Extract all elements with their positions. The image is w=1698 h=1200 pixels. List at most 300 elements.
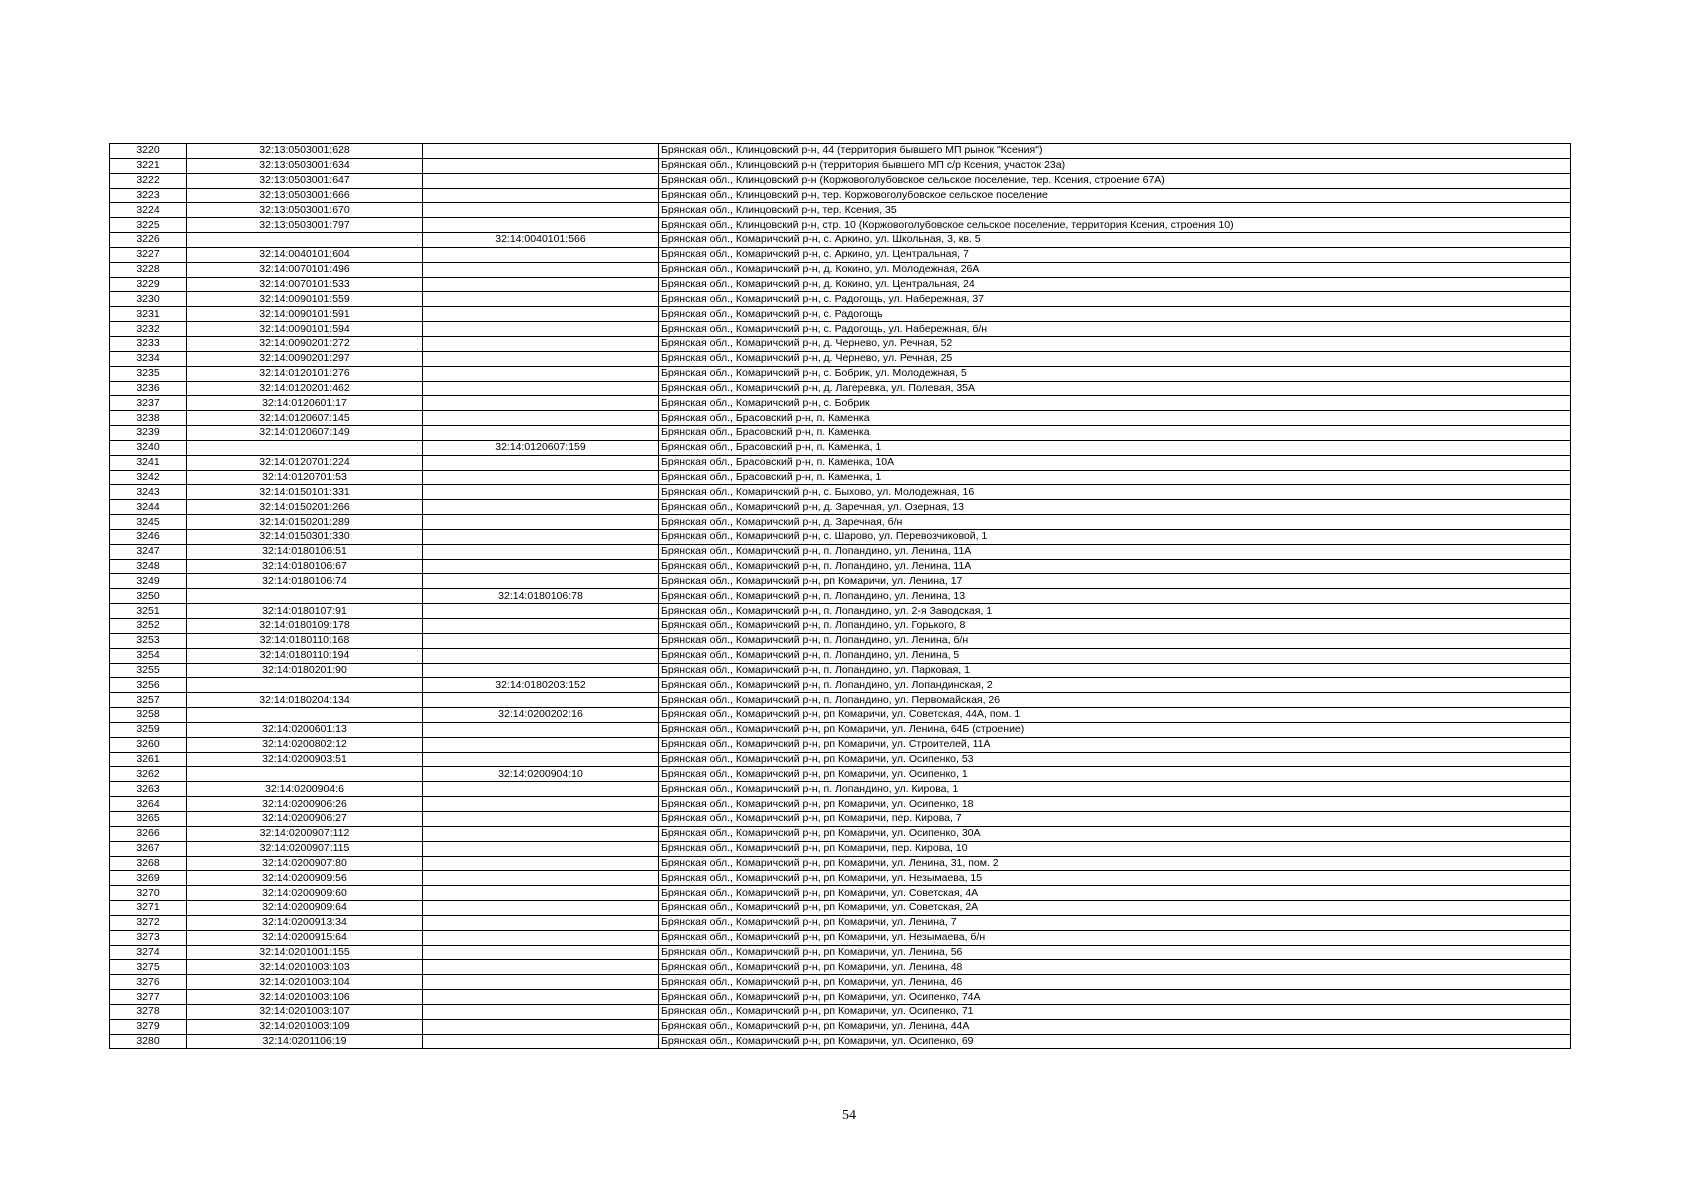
cadastral-number-cell: 32:13:0503001:797 <box>187 218 423 233</box>
address-cell: Брянская обл., Комаричский р-н, рп Комаричи, ул. Ленина, 46 <box>659 975 1571 990</box>
cadastral-number-alt-cell <box>423 515 659 530</box>
cadastral-number-alt-cell <box>423 871 659 886</box>
row-number-cell: 3252 <box>110 619 187 634</box>
cadastral-number-alt-cell <box>423 426 659 441</box>
cadastral-number-cell: 32:14:0180110:194 <box>187 648 423 663</box>
cadastral-number-cell: 32:14:0150101:331 <box>187 485 423 500</box>
address-cell: Брянская обл., Комаричский р-н, рп Комаричи, ул. Ленина, 44А <box>659 1019 1571 1034</box>
row-number-cell: 3238 <box>110 411 187 426</box>
row-number-cell: 3251 <box>110 604 187 619</box>
row-number-cell: 3258 <box>110 708 187 723</box>
table-row <box>110 663 1571 678</box>
row-number-cell: 3268 <box>110 856 187 871</box>
row-number-cell: 3273 <box>110 930 187 945</box>
cadastral-number-alt-cell <box>423 693 659 708</box>
row-number-cell: 3260 <box>110 737 187 752</box>
cadastral-number-alt-cell <box>423 1004 659 1019</box>
address-cell: Брянская обл., Комаричский р-н, с. Радогощь, ул. Набережная, 37 <box>659 292 1571 307</box>
row-number-cell: 3253 <box>110 633 187 648</box>
table-row <box>110 366 1571 381</box>
table-row <box>110 945 1571 960</box>
cadastral-number-cell: 32:14:0180201:90 <box>187 663 423 678</box>
table-row <box>110 856 1571 871</box>
address-cell: Брянская обл., Комаричский р-н, рп Комаричи, ул. Осипенко, 30А <box>659 826 1571 841</box>
table-row <box>110 767 1571 782</box>
cadastral-number-alt-cell <box>423 173 659 188</box>
table-row <box>110 678 1571 693</box>
table-row <box>110 915 1571 930</box>
address-cell: Брянская обл., Комаричский р-н, д. Лагеревка, ул. Полевая, 35А <box>659 381 1571 396</box>
address-cell: Брянская обл., Комаричский р-н, рп Комаричи, пер. Кирова, 10 <box>659 841 1571 856</box>
cadastral-number-cell: 32:14:0120607:145 <box>187 411 423 426</box>
table-row <box>110 589 1571 604</box>
cadastral-number-cell: 32:14:0120701:53 <box>187 470 423 485</box>
cadastral-number-alt-cell <box>423 336 659 351</box>
address-cell: Брянская обл., Комаричский р-н, п. Лопандино, ул. Ленина, б/н <box>659 633 1571 648</box>
cadastral-number-cell: 32:14:0200907:115 <box>187 841 423 856</box>
address-cell: Брянская обл., Клинцовский р-н, тер. Ксения, 35 <box>659 203 1571 218</box>
cadastral-number-alt-cell <box>423 811 659 826</box>
table-row <box>110 500 1571 515</box>
address-cell: Брянская обл., Комаричский р-н, п. Лопандино, ул. Парковая, 1 <box>659 663 1571 678</box>
address-cell: Брянская обл., Комаричский р-н, с. Аркино, ул. Центральная, 7 <box>659 247 1571 262</box>
cadastral-number-cell: 32:14:0120201:462 <box>187 381 423 396</box>
address-cell: Брянская обл., Клинцовский р-н (территория бывшего МП с/р Ксения, участок 23а) <box>659 158 1571 173</box>
cadastral-number-alt-cell <box>423 455 659 470</box>
cadastral-number-alt-cell <box>423 1034 659 1049</box>
cadastral-number-alt-cell <box>423 990 659 1005</box>
row-number-cell: 3265 <box>110 811 187 826</box>
table-row <box>110 886 1571 901</box>
table-row <box>110 396 1571 411</box>
table-row <box>110 188 1571 203</box>
cadastral-number-cell: 32:14:0090101:559 <box>187 292 423 307</box>
cadastral-number-alt-cell: 32:14:0180203:152 <box>423 678 659 693</box>
table-row <box>110 826 1571 841</box>
cadastral-number-alt-cell <box>423 915 659 930</box>
row-number-cell: 3233 <box>110 336 187 351</box>
address-cell: Брянская обл., Комаричский р-н, п. Лопандино, ул. 2-я Заводская, 1 <box>659 604 1571 619</box>
cadastral-number-alt-cell <box>423 722 659 737</box>
cadastral-number-cell: 32:14:0090101:591 <box>187 307 423 322</box>
address-cell: Брянская обл., Комаричский р-н, с. Шарово, ул. Перевозчиковой, 1 <box>659 529 1571 544</box>
address-cell: Брянская обл., Комаричский р-н, п. Лопандино, ул. Ленина, 13 <box>659 589 1571 604</box>
cadastral-number-cell: 32:14:0040101:604 <box>187 247 423 262</box>
row-number-cell: 3262 <box>110 767 187 782</box>
cadastral-number-alt-cell <box>423 277 659 292</box>
cadastral-number-cell: 32:13:0503001:628 <box>187 144 423 159</box>
cadastral-number-cell: 32:14:0200907:112 <box>187 826 423 841</box>
cadastral-number-cell: 32:14:0201001:155 <box>187 945 423 960</box>
cadastral-number-alt-cell <box>423 529 659 544</box>
cadastral-number-cell: 32:14:0180110:168 <box>187 633 423 648</box>
row-number-cell: 3235 <box>110 366 187 381</box>
table-row <box>110 737 1571 752</box>
table-row <box>110 960 1571 975</box>
cadastral-number-alt-cell: 32:14:0200202:16 <box>423 708 659 723</box>
cadastral-number-cell: 32:14:0120607:149 <box>187 426 423 441</box>
cadastral-number-cell <box>187 767 423 782</box>
row-number-cell: 3231 <box>110 307 187 322</box>
cadastral-number-alt-cell <box>423 960 659 975</box>
table-row <box>110 277 1571 292</box>
cadastral-number-alt-cell <box>423 782 659 797</box>
cadastral-number-alt-cell <box>423 901 659 916</box>
address-cell: Брянская обл., Комаричский р-н, рп Комаричи, ул. Советская, 4А <box>659 886 1571 901</box>
address-cell: Брянская обл., Клинцовский р-н, 44 (территория бывшего МП рынок "Ксения") <box>659 144 1571 159</box>
cadastral-number-alt-cell: 32:14:0200904:10 <box>423 767 659 782</box>
row-number-cell: 3261 <box>110 752 187 767</box>
cadastral-number-cell: 32:14:0200904:6 <box>187 782 423 797</box>
row-number-cell: 3240 <box>110 440 187 455</box>
address-cell: Брянская обл., Комаричский р-н, рп Комаричи, ул. Ленина, 31, пом. 2 <box>659 856 1571 871</box>
cadastral-number-cell: 32:14:0200802:12 <box>187 737 423 752</box>
address-cell: Брянская обл., Комаричский р-н, рп Комаричи, ул. Осипенко, 53 <box>659 752 1571 767</box>
cadastral-number-cell: 32:14:0180106:67 <box>187 559 423 574</box>
cadastral-number-cell: 32:14:0090201:297 <box>187 351 423 366</box>
table-row <box>110 722 1571 737</box>
cadastral-number-alt-cell <box>423 544 659 559</box>
row-number-cell: 3249 <box>110 574 187 589</box>
table-row <box>110 411 1571 426</box>
row-number-cell: 3275 <box>110 960 187 975</box>
cadastral-number-cell: 32:14:0200907:80 <box>187 856 423 871</box>
address-cell: Брянская обл., Комаричский р-н, д. Кокино, ул. Молодежная, 26А <box>659 262 1571 277</box>
address-cell: Брянская обл., Клинцовский р-н (Коржовоголубовское сельское поселение, тер. Ксения, строение 67А) <box>659 173 1571 188</box>
address-cell: Брянская обл., Комаричский р-н, рп Комаричи, ул. Ленина, 56 <box>659 945 1571 960</box>
row-number-cell: 3222 <box>110 173 187 188</box>
row-number-cell: 3242 <box>110 470 187 485</box>
cadastral-number-cell: 32:14:0200906:26 <box>187 797 423 812</box>
cadastral-number-alt-cell <box>423 619 659 634</box>
address-cell: Брянская обл., Комаричский р-н, рп Комаричи, ул. Ленина, 7 <box>659 915 1571 930</box>
cadastral-number-cell: 32:14:0200909:60 <box>187 886 423 901</box>
property-registry-table <box>109 143 1571 1049</box>
row-number-cell: 3255 <box>110 663 187 678</box>
address-cell: Брянская обл., Комаричский р-н, рп Комаричи, ул. Советская, 44А, пом. 1 <box>659 708 1571 723</box>
table-row <box>110 1019 1571 1034</box>
cadastral-number-cell: 32:14:0201106:19 <box>187 1034 423 1049</box>
row-number-cell: 3277 <box>110 990 187 1005</box>
cadastral-number-cell: 32:14:0201003:106 <box>187 990 423 1005</box>
row-number-cell: 3272 <box>110 915 187 930</box>
table-row <box>110 426 1571 441</box>
table-row <box>110 1004 1571 1019</box>
cadastral-number-alt-cell: 32:14:0120607:159 <box>423 440 659 455</box>
table-row <box>110 693 1571 708</box>
table-row <box>110 529 1571 544</box>
address-cell: Брянская обл., Комаричский р-н, п. Лопандино, ул. Ленина, 11А <box>659 559 1571 574</box>
page-number: 54 <box>842 1108 856 1123</box>
cadastral-number-alt-cell <box>423 945 659 960</box>
table-row <box>110 144 1571 159</box>
cadastral-number-alt-cell <box>423 663 659 678</box>
address-cell: Брянская обл., Комаричский р-н, рп Комаричи, ул. Советская, 2А <box>659 901 1571 916</box>
address-cell: Брянская обл., Комаричский р-н, д. Чернево, ул. Речная, 52 <box>659 336 1571 351</box>
cadastral-number-cell <box>187 233 423 248</box>
cadastral-number-cell: 32:13:0503001:670 <box>187 203 423 218</box>
table-row <box>110 351 1571 366</box>
cadastral-number-cell: 32:14:0201003:107 <box>187 1004 423 1019</box>
address-cell: Брянская обл., Комаричский р-н, с. Бобрик <box>659 396 1571 411</box>
cadastral-number-alt-cell <box>423 648 659 663</box>
cadastral-number-cell: 32:14:0200906:27 <box>187 811 423 826</box>
table-row <box>110 901 1571 916</box>
registry-table-body <box>110 144 1571 1049</box>
address-cell: Брянская обл., Комаричский р-н, рп Комаричи, ул. Ленина, 17 <box>659 574 1571 589</box>
table-row <box>110 1034 1571 1049</box>
row-number-cell: 3224 <box>110 203 187 218</box>
table-row <box>110 752 1571 767</box>
row-number-cell: 3274 <box>110 945 187 960</box>
table-row <box>110 574 1571 589</box>
table-row <box>110 633 1571 648</box>
address-cell: Брянская обл., Комаричский р-н, рп Комаричи, пер. Кирова, 7 <box>659 811 1571 826</box>
cadastral-number-cell: 32:14:0200903:51 <box>187 752 423 767</box>
cadastral-number-alt-cell <box>423 351 659 366</box>
address-cell: Брянская обл., Комаричский р-н, рп Комаричи, ул. Осипенко, 74А <box>659 990 1571 1005</box>
table-row <box>110 975 1571 990</box>
row-number-cell: 3226 <box>110 233 187 248</box>
row-number-cell: 3221 <box>110 158 187 173</box>
row-number-cell: 3234 <box>110 351 187 366</box>
table-row <box>110 233 1571 248</box>
cadastral-number-cell: 32:13:0503001:634 <box>187 158 423 173</box>
cadastral-number-alt-cell <box>423 144 659 159</box>
address-cell: Брянская обл., Комаричский р-н, с. Бобрик, ул. Молодежная, 5 <box>659 366 1571 381</box>
cadastral-number-cell: 32:13:0503001:647 <box>187 173 423 188</box>
address-cell: Брянская обл., Комаричский р-н, рп Комаричи, ул. Осипенко, 18 <box>659 797 1571 812</box>
row-number-cell: 3239 <box>110 426 187 441</box>
cadastral-number-alt-cell <box>423 752 659 767</box>
row-number-cell: 3244 <box>110 500 187 515</box>
cadastral-number-cell: 32:14:0200913:34 <box>187 915 423 930</box>
table-row <box>110 381 1571 396</box>
address-cell: Брянская обл., Комаричский р-н, рп Комаричи, ул. Ленина, 64Б (строение) <box>659 722 1571 737</box>
address-cell: Брянская обл., Комаричский р-н, д. Заречная, б/н <box>659 515 1571 530</box>
address-cell: Брянская обл., Комаричский р-н, п. Лопандино, ул. Кирова, 1 <box>659 782 1571 797</box>
cadastral-number-alt-cell <box>423 1019 659 1034</box>
table-row <box>110 336 1571 351</box>
address-cell: Брянская обл., Комаричский р-н, п. Лопандино, ул. Лопандинская, 2 <box>659 678 1571 693</box>
table-row <box>110 247 1571 262</box>
address-cell: Брянская обл., Комаричский р-н, с. Быхово, ул. Молодежная, 16 <box>659 485 1571 500</box>
row-number-cell: 3267 <box>110 841 187 856</box>
cadastral-number-cell: 32:13:0503001:666 <box>187 188 423 203</box>
cadastral-number-alt-cell <box>423 930 659 945</box>
cadastral-number-alt-cell <box>423 500 659 515</box>
cadastral-number-cell: 32:14:0150201:289 <box>187 515 423 530</box>
cadastral-number-alt-cell <box>423 292 659 307</box>
row-number-cell: 3230 <box>110 292 187 307</box>
row-number-cell: 3279 <box>110 1019 187 1034</box>
row-number-cell: 3227 <box>110 247 187 262</box>
address-cell: Брянская обл., Клинцовский р-н, стр. 10 (Коржовоголубовское сельское поселение, территория Ксения, строения 10) <box>659 218 1571 233</box>
cadastral-number-alt-cell <box>423 737 659 752</box>
cadastral-number-alt-cell <box>423 886 659 901</box>
cadastral-number-alt-cell <box>423 633 659 648</box>
table-row <box>110 485 1571 500</box>
row-number-cell: 3220 <box>110 144 187 159</box>
cadastral-number-alt-cell <box>423 396 659 411</box>
cadastral-number-alt-cell <box>423 826 659 841</box>
cadastral-number-cell <box>187 678 423 693</box>
address-cell: Брянская обл., Комаричский р-н, рп Комаричи, ул. Строителей, 11А <box>659 737 1571 752</box>
table-row <box>110 203 1571 218</box>
table-row <box>110 841 1571 856</box>
cadastral-number-cell: 32:14:0180107:91 <box>187 604 423 619</box>
row-number-cell: 3248 <box>110 559 187 574</box>
cadastral-number-cell: 32:14:0070101:533 <box>187 277 423 292</box>
address-cell: Брянская обл., Комаричский р-н, с. Аркино, ул. Школьная, 3, кв. 5 <box>659 233 1571 248</box>
address-cell: Брянская обл., Комаричский р-н, д. Кокино, ул. Центральная, 24 <box>659 277 1571 292</box>
cadastral-number-alt-cell <box>423 485 659 500</box>
table-row <box>110 218 1571 233</box>
cadastral-number-alt-cell <box>423 470 659 485</box>
cadastral-number-alt-cell <box>423 574 659 589</box>
cadastral-number-alt-cell <box>423 322 659 337</box>
table-row <box>110 158 1571 173</box>
cadastral-number-cell: 32:14:0070101:496 <box>187 262 423 277</box>
cadastral-number-cell <box>187 440 423 455</box>
cadastral-number-cell: 32:14:0090201:272 <box>187 336 423 351</box>
address-cell: Брянская обл., Брасовский р-н, п. Каменка, 1 <box>659 470 1571 485</box>
row-number-cell: 3237 <box>110 396 187 411</box>
address-cell: Брянская обл., Комаричский р-н, п. Лопандино, ул. Ленина, 11А <box>659 544 1571 559</box>
table-row <box>110 708 1571 723</box>
cadastral-number-cell: 32:14:0201003:109 <box>187 1019 423 1034</box>
cadastral-number-alt-cell <box>423 247 659 262</box>
cadastral-number-cell: 32:14:0200601:13 <box>187 722 423 737</box>
table-row <box>110 470 1571 485</box>
cadastral-number-cell: 32:14:0200909:56 <box>187 871 423 886</box>
row-number-cell: 3270 <box>110 886 187 901</box>
cadastral-number-alt-cell <box>423 218 659 233</box>
cadastral-number-alt-cell <box>423 856 659 871</box>
cadastral-number-cell: 32:14:0180106:74 <box>187 574 423 589</box>
address-cell: Брянская обл., Комаричский р-н, д. Чернево, ул. Речная, 25 <box>659 351 1571 366</box>
address-cell: Брянская обл., Комаричский р-н, с. Радогощь <box>659 307 1571 322</box>
cadastral-number-cell: 32:14:0090101:594 <box>187 322 423 337</box>
cadastral-number-alt-cell <box>423 797 659 812</box>
cadastral-number-alt-cell <box>423 262 659 277</box>
row-number-cell: 3263 <box>110 782 187 797</box>
row-number-cell: 3250 <box>110 589 187 604</box>
cadastral-number-cell: 32:14:0150201:266 <box>187 500 423 515</box>
table-row <box>110 604 1571 619</box>
cadastral-number-cell: 32:14:0120101:276 <box>187 366 423 381</box>
row-number-cell: 3245 <box>110 515 187 530</box>
row-number-cell: 3269 <box>110 871 187 886</box>
address-cell: Брянская обл., Брасовский р-н, п. Каменка <box>659 426 1571 441</box>
row-number-cell: 3276 <box>110 975 187 990</box>
cadastral-number-alt-cell: 32:14:0040101:566 <box>423 233 659 248</box>
table-row <box>110 455 1571 470</box>
address-cell: Брянская обл., Комаричский р-н, рп Комаричи, ул. Осипенко, 69 <box>659 1034 1571 1049</box>
address-cell: Брянская обл., Комаричский р-н, п. Лопандино, ул. Горького, 8 <box>659 619 1571 634</box>
table-row <box>110 440 1571 455</box>
row-number-cell: 3266 <box>110 826 187 841</box>
row-number-cell: 3225 <box>110 218 187 233</box>
cadastral-number-cell <box>187 708 423 723</box>
cadastral-number-cell <box>187 589 423 604</box>
row-number-cell: 3256 <box>110 678 187 693</box>
cadastral-number-cell: 32:14:0120701:224 <box>187 455 423 470</box>
cadastral-number-cell: 32:14:0200909:64 <box>187 901 423 916</box>
address-cell: Брянская обл., Комаричский р-н, с. Радогощь, ул. Набережная, б/н <box>659 322 1571 337</box>
cadastral-number-alt-cell <box>423 604 659 619</box>
address-cell: Брянская обл., Комаричский р-н, рп Комаричи, ул. Осипенко, 1 <box>659 767 1571 782</box>
cadastral-number-alt-cell <box>423 381 659 396</box>
table-row <box>110 619 1571 634</box>
address-cell: Брянская обл., Комаричский р-н, п. Лопандино, ул. Первомайская, 26 <box>659 693 1571 708</box>
table-row <box>110 871 1571 886</box>
row-number-cell: 3228 <box>110 262 187 277</box>
table-row <box>110 648 1571 663</box>
cadastral-number-cell: 32:14:0180106:51 <box>187 544 423 559</box>
row-number-cell: 3232 <box>110 322 187 337</box>
table-row <box>110 515 1571 530</box>
address-cell: Брянская обл., Комаричский р-н, рп Комаричи, ул. Незымаева, б/н <box>659 930 1571 945</box>
cadastral-number-cell: 32:14:0201003:103 <box>187 960 423 975</box>
cadastral-number-alt-cell: 32:14:0180106:78 <box>423 589 659 604</box>
table-row <box>110 930 1571 945</box>
table-row <box>110 811 1571 826</box>
cadastral-number-alt-cell <box>423 203 659 218</box>
row-number-cell: 3254 <box>110 648 187 663</box>
table-row <box>110 322 1571 337</box>
table-row <box>110 544 1571 559</box>
address-cell: Брянская обл., Комаричский р-н, рп Комаричи, ул. Осипенко, 71 <box>659 1004 1571 1019</box>
cadastral-number-cell: 32:14:0200915:64 <box>187 930 423 945</box>
table-row <box>110 307 1571 322</box>
address-cell: Брянская обл., Брасовский р-н, п. Каменка, 1 <box>659 440 1571 455</box>
row-number-cell: 3259 <box>110 722 187 737</box>
table-row <box>110 990 1571 1005</box>
cadastral-number-alt-cell <box>423 188 659 203</box>
row-number-cell: 3247 <box>110 544 187 559</box>
table-row <box>110 797 1571 812</box>
cadastral-number-cell: 32:14:0201003:104 <box>187 975 423 990</box>
row-number-cell: 3280 <box>110 1034 187 1049</box>
row-number-cell: 3236 <box>110 381 187 396</box>
address-cell: Брянская обл., Комаричский р-н, п. Лопандино, ул. Ленина, 5 <box>659 648 1571 663</box>
cadastral-number-alt-cell <box>423 411 659 426</box>
address-cell: Брянская обл., Брасовский р-н, п. Каменка, 10А <box>659 455 1571 470</box>
table-row <box>110 262 1571 277</box>
row-number-cell: 3229 <box>110 277 187 292</box>
table-row <box>110 173 1571 188</box>
cadastral-number-alt-cell <box>423 158 659 173</box>
row-number-cell: 3246 <box>110 529 187 544</box>
row-number-cell: 3243 <box>110 485 187 500</box>
cadastral-number-alt-cell <box>423 366 659 381</box>
cadastral-number-alt-cell <box>423 307 659 322</box>
cadastral-number-cell: 32:14:0180109:178 <box>187 619 423 634</box>
row-number-cell: 3257 <box>110 693 187 708</box>
table-row <box>110 559 1571 574</box>
cadastral-number-cell: 32:14:0180204:134 <box>187 693 423 708</box>
row-number-cell: 3241 <box>110 455 187 470</box>
address-cell: Брянская обл., Брасовский р-н, п. Каменка <box>659 411 1571 426</box>
table-row <box>110 292 1571 307</box>
address-cell: Брянская обл., Клинцовский р-н, тер. Коржовоголубовское сельское поселение <box>659 188 1571 203</box>
cadastral-number-alt-cell <box>423 975 659 990</box>
cadastral-number-cell: 32:14:0120601:17 <box>187 396 423 411</box>
address-cell: Брянская обл., Комаричский р-н, рп Комаричи, ул. Ленина, 48 <box>659 960 1571 975</box>
table-row <box>110 782 1571 797</box>
row-number-cell: 3271 <box>110 901 187 916</box>
